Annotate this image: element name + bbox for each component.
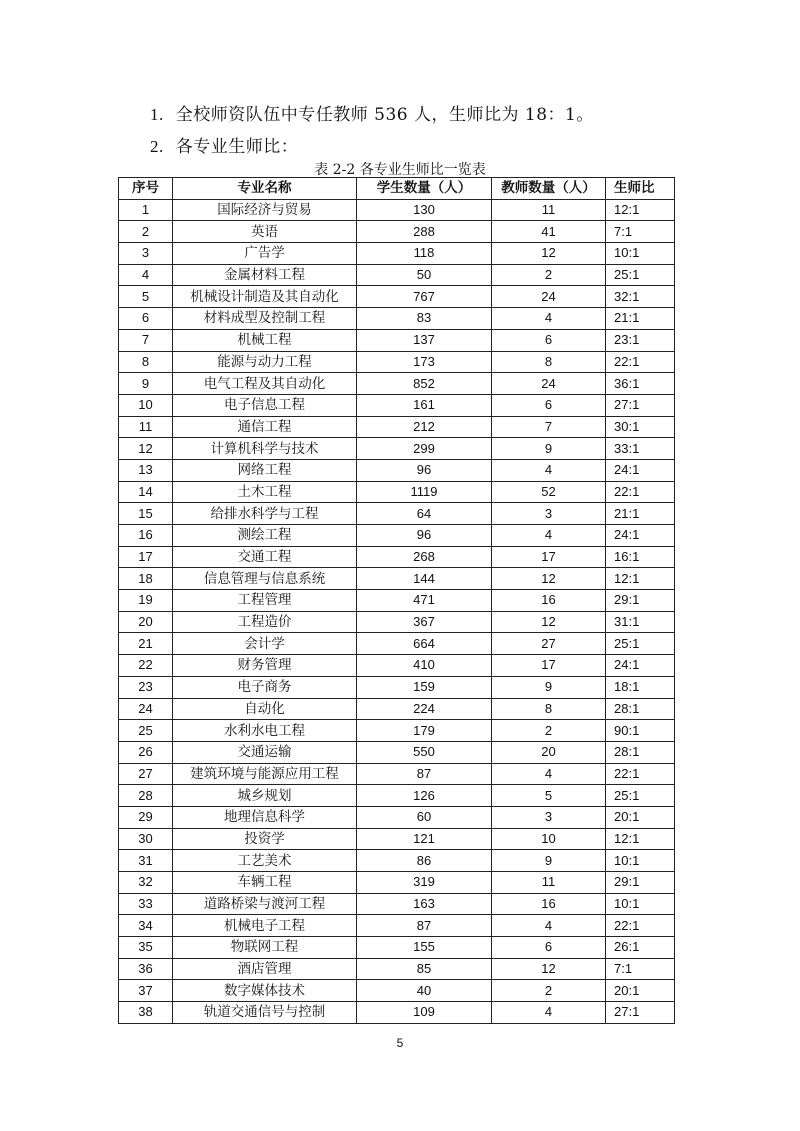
- table-row: [119, 373, 675, 395]
- student-teacher-ratio: 28:1: [606, 698, 675, 720]
- student-teacher-ratio: 29:1: [606, 872, 675, 894]
- student-teacher-ratio: 25:1: [606, 633, 675, 655]
- major-name: 会计学: [173, 633, 357, 655]
- table-row: [119, 503, 675, 525]
- teacher-count: 9: [492, 438, 606, 460]
- row-index: 38: [119, 1002, 173, 1024]
- major-name: 广告学: [173, 243, 357, 265]
- table-row: [119, 741, 675, 763]
- row-index: 29: [119, 806, 173, 828]
- table-row: [119, 698, 675, 720]
- student-teacher-ratio: 28:1: [606, 741, 675, 763]
- student-count: 87: [357, 763, 492, 785]
- student-count: 50: [357, 264, 492, 286]
- row-index: 31: [119, 850, 173, 872]
- major-name: 财务管理: [173, 655, 357, 677]
- table-row: [119, 481, 675, 503]
- teacher-count: 9: [492, 676, 606, 698]
- major-name: 网络工程: [173, 459, 357, 481]
- student-teacher-ratio: 12:1: [606, 199, 675, 221]
- student-count: 159: [357, 676, 492, 698]
- student-teacher-ratio: 25:1: [606, 785, 675, 807]
- table-row: [119, 394, 675, 416]
- table-row: [119, 286, 675, 308]
- student-count: 664: [357, 633, 492, 655]
- student-count: 64: [357, 503, 492, 525]
- student-count: 550: [357, 741, 492, 763]
- student-teacher-ratio: 12:1: [606, 568, 675, 590]
- table-row: [119, 243, 675, 265]
- table-row: [119, 546, 675, 568]
- row-index: 27: [119, 763, 173, 785]
- student-teacher-ratio: 24:1: [606, 655, 675, 677]
- student-count: 86: [357, 850, 492, 872]
- teacher-count: 8: [492, 351, 606, 373]
- teacher-count: 16: [492, 893, 606, 915]
- table-row: [119, 980, 675, 1002]
- row-index: 26: [119, 741, 173, 763]
- major-name: 物联网工程: [173, 937, 357, 959]
- paragraph-ratio-heading: [150, 132, 298, 157]
- row-index: 12: [119, 438, 173, 460]
- student-count: 767: [357, 286, 492, 308]
- student-teacher-ratio: 27:1: [606, 1002, 675, 1024]
- table-row: [119, 720, 675, 742]
- major-name: 计算机科学与技术: [173, 438, 357, 460]
- student-teacher-ratio: 20:1: [606, 980, 675, 1002]
- list-number: 2.: [150, 137, 164, 156]
- row-index: 3: [119, 243, 173, 265]
- student-count: 212: [357, 416, 492, 438]
- student-teacher-ratio: 26:1: [606, 937, 675, 959]
- table-row: [119, 308, 675, 330]
- student-teacher-ratio: 30:1: [606, 416, 675, 438]
- student-teacher-ratio: 18:1: [606, 676, 675, 698]
- row-index: 5: [119, 286, 173, 308]
- page-number: 5: [396, 1036, 404, 1050]
- row-index: 21: [119, 633, 173, 655]
- major-name: 车辆工程: [173, 872, 357, 894]
- table-row: [119, 568, 675, 590]
- student-teacher-ratio: 22:1: [606, 915, 675, 937]
- student-teacher-ratio: 10:1: [606, 893, 675, 915]
- teacher-count: 6: [492, 329, 606, 351]
- major-name: 工艺美术: [173, 850, 357, 872]
- teacher-count: 20: [492, 741, 606, 763]
- major-name: 国际经济与贸易: [173, 199, 357, 221]
- student-teacher-ratio: 22:1: [606, 481, 675, 503]
- student-teacher-ratio: 10:1: [606, 850, 675, 872]
- teacher-count: 11: [492, 872, 606, 894]
- row-index: 15: [119, 503, 173, 525]
- student-count: 179: [357, 720, 492, 742]
- table-row: [119, 872, 675, 894]
- student-count: 319: [357, 872, 492, 894]
- major-name: 水利水电工程: [173, 720, 357, 742]
- table-header-row: [119, 178, 675, 200]
- teacher-count: 4: [492, 763, 606, 785]
- student-count: 137: [357, 329, 492, 351]
- student-teacher-ratio: 10:1: [606, 243, 675, 265]
- table-row: [119, 199, 675, 221]
- header-student-count: 学生数量（人）: [357, 178, 492, 200]
- table-row: [119, 611, 675, 633]
- major-name: 给排水科学与工程: [173, 503, 357, 525]
- teacher-count: 17: [492, 546, 606, 568]
- major-name: 城乡规划: [173, 785, 357, 807]
- row-index: 34: [119, 915, 173, 937]
- paragraph-text: 各专业生师比：: [175, 137, 299, 157]
- major-name: 电子商务: [173, 676, 357, 698]
- table-row: [119, 850, 675, 872]
- teacher-count: 4: [492, 1002, 606, 1024]
- major-name: 机械工程: [173, 329, 357, 351]
- teacher-count: 2: [492, 720, 606, 742]
- student-count: 126: [357, 785, 492, 807]
- major-name: 投资学: [173, 828, 357, 850]
- table-row: [119, 351, 675, 373]
- student-teacher-ratio: 24:1: [606, 525, 675, 547]
- student-count: 96: [357, 459, 492, 481]
- row-index: 1: [119, 199, 173, 221]
- major-name: 通信工程: [173, 416, 357, 438]
- table-row: [119, 459, 675, 481]
- table-row: [119, 937, 675, 959]
- table-row: [119, 264, 675, 286]
- row-index: 16: [119, 525, 173, 547]
- row-index: 30: [119, 828, 173, 850]
- student-teacher-ratio: 7:1: [606, 221, 675, 243]
- row-index: 4: [119, 264, 173, 286]
- major-name: 电气工程及其自动化: [173, 373, 357, 395]
- major-name: 建筑环境与能源应用工程: [173, 763, 357, 785]
- teacher-count: 10: [492, 828, 606, 850]
- row-index: 14: [119, 481, 173, 503]
- teacher-count: 24: [492, 373, 606, 395]
- row-index: 22: [119, 655, 173, 677]
- major-name: 金属材料工程: [173, 264, 357, 286]
- table-row: [119, 329, 675, 351]
- student-teacher-ratio-table: [118, 177, 675, 1024]
- student-count: 224: [357, 698, 492, 720]
- table-row: [119, 655, 675, 677]
- student-count: 87: [357, 915, 492, 937]
- paragraph-text: 全校师资队伍中专任教师 536 人，生师比为 18：1。: [175, 105, 594, 125]
- student-teacher-ratio: 25:1: [606, 264, 675, 286]
- student-count: 268: [357, 546, 492, 568]
- teacher-count: 24: [492, 286, 606, 308]
- student-teacher-ratio: 31:1: [606, 611, 675, 633]
- student-teacher-ratio: 24:1: [606, 459, 675, 481]
- teacher-count: 7: [492, 416, 606, 438]
- student-count: 288: [357, 221, 492, 243]
- table-row: [119, 633, 675, 655]
- student-count: 96: [357, 525, 492, 547]
- teacher-count: 4: [492, 308, 606, 330]
- table-row: [119, 893, 675, 915]
- teacher-count: 27: [492, 633, 606, 655]
- major-name: 工程造价: [173, 611, 357, 633]
- teacher-count: 3: [492, 503, 606, 525]
- major-name: 土木工程: [173, 481, 357, 503]
- row-index: 18: [119, 568, 173, 590]
- student-count: 163: [357, 893, 492, 915]
- student-count: 155: [357, 937, 492, 959]
- row-index: 33: [119, 893, 173, 915]
- table-row: [119, 676, 675, 698]
- student-count: 471: [357, 590, 492, 612]
- row-index: 19: [119, 590, 173, 612]
- major-name: 自动化: [173, 698, 357, 720]
- student-count: 83: [357, 308, 492, 330]
- table-row: [119, 806, 675, 828]
- student-teacher-ratio: 23:1: [606, 329, 675, 351]
- student-count: 40: [357, 980, 492, 1002]
- row-index: 8: [119, 351, 173, 373]
- student-count: 299: [357, 438, 492, 460]
- row-index: 36: [119, 958, 173, 980]
- student-count: 121: [357, 828, 492, 850]
- table-caption: 表 2-2 各专业生师比一览表: [314, 162, 486, 178]
- major-name: 道路桥梁与渡河工程: [173, 893, 357, 915]
- row-index: 6: [119, 308, 173, 330]
- major-name: 工程管理: [173, 590, 357, 612]
- student-teacher-ratio: 27:1: [606, 394, 675, 416]
- header-teacher-count: 教师数量（人）: [492, 178, 606, 200]
- teacher-count: 17: [492, 655, 606, 677]
- teacher-count: 16: [492, 590, 606, 612]
- row-index: 10: [119, 394, 173, 416]
- header-major-name: 专业名称: [173, 178, 357, 200]
- student-count: 367: [357, 611, 492, 633]
- student-teacher-ratio: 12:1: [606, 828, 675, 850]
- teacher-count: 9: [492, 850, 606, 872]
- teacher-count: 3: [492, 806, 606, 828]
- row-index: 9: [119, 373, 173, 395]
- table-row: [119, 438, 675, 460]
- student-teacher-ratio: 22:1: [606, 763, 675, 785]
- student-teacher-ratio: 7:1: [606, 958, 675, 980]
- row-index: 24: [119, 698, 173, 720]
- teacher-count: 6: [492, 394, 606, 416]
- header-index: 序号: [119, 178, 173, 200]
- row-index: 32: [119, 872, 173, 894]
- teacher-count: 2: [492, 980, 606, 1002]
- teacher-count: 12: [492, 958, 606, 980]
- table-row: [119, 525, 675, 547]
- table-row: [119, 828, 675, 850]
- student-count: 1119: [357, 481, 492, 503]
- student-teacher-ratio: 20:1: [606, 806, 675, 828]
- list-number: 1.: [150, 105, 164, 124]
- paragraph-teacher-count: [150, 100, 594, 125]
- table-row: [119, 416, 675, 438]
- row-index: 28: [119, 785, 173, 807]
- major-name: 能源与动力工程: [173, 351, 357, 373]
- row-index: 37: [119, 980, 173, 1002]
- row-index: 13: [119, 459, 173, 481]
- table-row: [119, 1002, 675, 1024]
- student-teacher-ratio: 16:1: [606, 546, 675, 568]
- row-index: 20: [119, 611, 173, 633]
- row-index: 17: [119, 546, 173, 568]
- student-teacher-ratio: 21:1: [606, 503, 675, 525]
- row-index: 23: [119, 676, 173, 698]
- row-index: 7: [119, 329, 173, 351]
- major-name: 机械设计制造及其自动化: [173, 286, 357, 308]
- major-name: 材料成型及控制工程: [173, 308, 357, 330]
- student-count: 144: [357, 568, 492, 590]
- major-name: 信息管理与信息系统: [173, 568, 357, 590]
- student-count: 130: [357, 199, 492, 221]
- teacher-count: 12: [492, 611, 606, 633]
- teacher-count: 41: [492, 221, 606, 243]
- teacher-count: 2: [492, 264, 606, 286]
- table-row: [119, 915, 675, 937]
- teacher-count: 4: [492, 915, 606, 937]
- row-index: 2: [119, 221, 173, 243]
- major-name: 交通工程: [173, 546, 357, 568]
- student-teacher-ratio: 36:1: [606, 373, 675, 395]
- major-name: 测绘工程: [173, 525, 357, 547]
- teacher-count: 8: [492, 698, 606, 720]
- teacher-count: 6: [492, 937, 606, 959]
- student-teacher-ratio: 90:1: [606, 720, 675, 742]
- major-name: 英语: [173, 221, 357, 243]
- major-name: 电子信息工程: [173, 394, 357, 416]
- teacher-count: 5: [492, 785, 606, 807]
- table-body: [119, 199, 675, 1023]
- major-name: 数字媒体技术: [173, 980, 357, 1002]
- student-teacher-ratio: 33:1: [606, 438, 675, 460]
- student-teacher-ratio: 32:1: [606, 286, 675, 308]
- major-name: 酒店管理: [173, 958, 357, 980]
- student-teacher-ratio: 29:1: [606, 590, 675, 612]
- student-count: 109: [357, 1002, 492, 1024]
- major-name: 地理信息科学: [173, 806, 357, 828]
- table-row: [119, 958, 675, 980]
- major-name: 交通运输: [173, 741, 357, 763]
- row-index: 35: [119, 937, 173, 959]
- student-teacher-ratio: 22:1: [606, 351, 675, 373]
- header-ratio: 生师比: [606, 178, 675, 200]
- table-row: [119, 785, 675, 807]
- student-count: 410: [357, 655, 492, 677]
- student-count: 161: [357, 394, 492, 416]
- table-row: [119, 221, 675, 243]
- row-index: 11: [119, 416, 173, 438]
- teacher-count: 4: [492, 525, 606, 547]
- student-teacher-ratio: 21:1: [606, 308, 675, 330]
- teacher-count: 4: [492, 459, 606, 481]
- table-row: [119, 763, 675, 785]
- student-count: 85: [357, 958, 492, 980]
- student-count: 60: [357, 806, 492, 828]
- teacher-count: 52: [492, 481, 606, 503]
- table-row: [119, 590, 675, 612]
- student-count: 173: [357, 351, 492, 373]
- teacher-count: 12: [492, 568, 606, 590]
- student-count: 118: [357, 243, 492, 265]
- teacher-count: 11: [492, 199, 606, 221]
- teacher-count: 12: [492, 243, 606, 265]
- major-name: 轨道交通信号与控制: [173, 1002, 357, 1024]
- major-name: 机械电子工程: [173, 915, 357, 937]
- student-count: 852: [357, 373, 492, 395]
- row-index: 25: [119, 720, 173, 742]
